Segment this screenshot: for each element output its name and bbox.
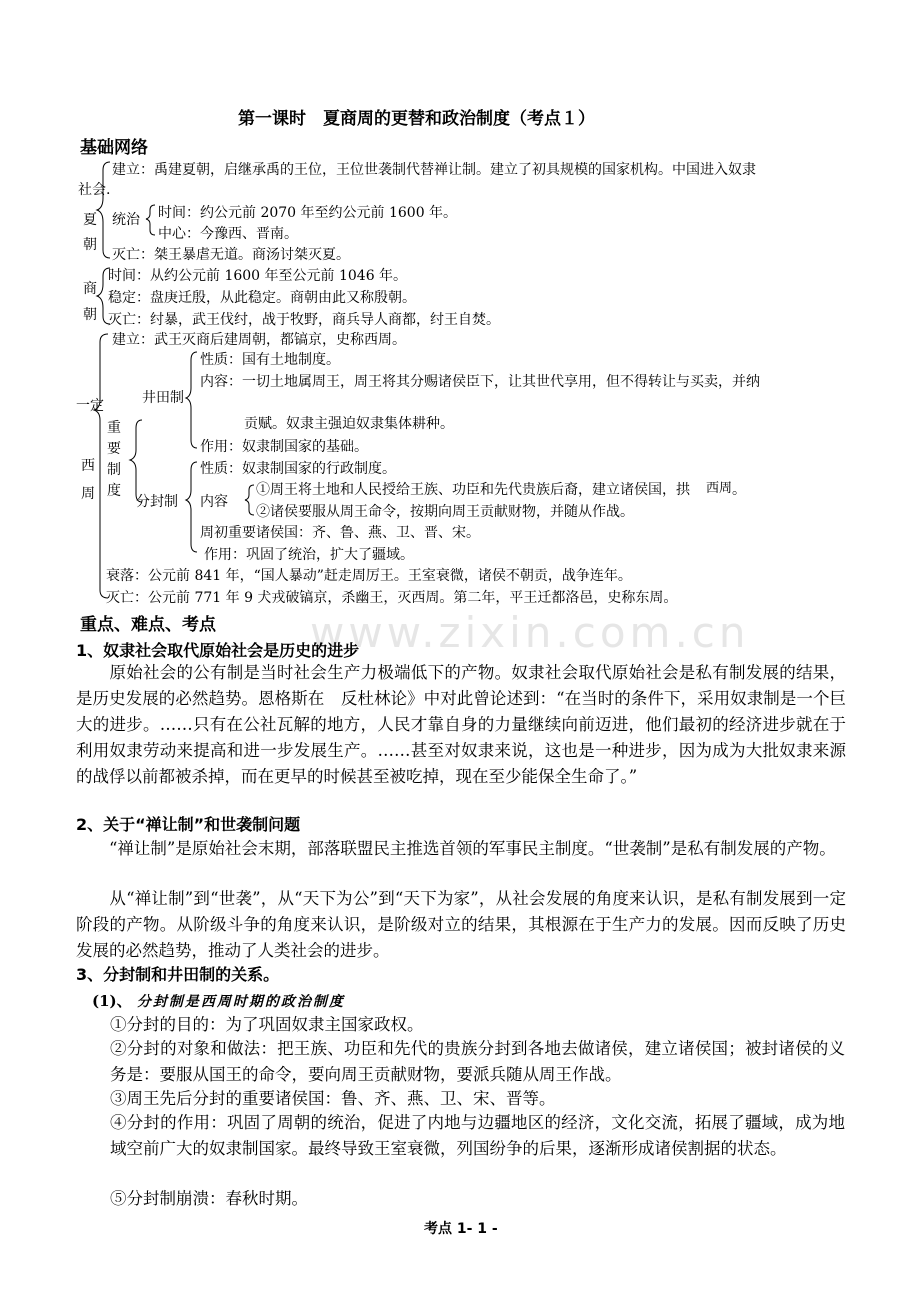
fenfeng-nature: 性质：奴隶制国家的行政制度。 (200, 461, 396, 477)
systems-bracket (130, 420, 142, 502)
shang-time: 时间：从约公元前 1600 年至公元前 1046 年。 (108, 268, 408, 284)
fenfeng-content-bracket (245, 485, 254, 515)
zhou-decline: 衰落：公元前 841 年，“国人暴动”赶走周厉王。王室衰微，诸侯不朝贡，战争连年。 (106, 568, 632, 584)
fenfeng-bracket (186, 462, 197, 552)
xia-founding-cont: 社会. (78, 182, 111, 198)
shang-fall: 灭亡：纣暴，武王伐纣，战于牧野，商兵导人商都，纣王自焚。 (108, 312, 500, 328)
fenfeng-item-1-text: ①周王将土地和人民授给王族、功臣和先代贵族后裔，建立诸侯国，拱 (256, 482, 690, 498)
zhou-fall: 灭亡：公元前 771 年 9 犬戎破镐京，杀幽王，灭西周。第二年，平王迁都洛邑，史称东周。 (106, 590, 678, 606)
zhou-founding: 建立：武王灭商后建周朝，都镐京，史称西周。 (112, 332, 406, 348)
xia-founding: 建立：禹建夏朝，启继承禹的王位，王位世袭制代替禅让制。建立了初具规模的国家机构。中国进入奴隶 (112, 162, 756, 178)
section-3-sub-title: 分封制是西周时期的政治制度 (136, 994, 345, 1010)
section-3-sub-number: (1)、 (92, 992, 132, 1010)
page-title: 第一课时 夏商周的更替和政治制度（考点１） (238, 109, 595, 129)
jingtian-role: 作用：奴隶制国家的基础。 (200, 439, 368, 455)
key-heading: 重点、难点、考点 (80, 615, 216, 635)
shang-label: 商朝 (83, 281, 97, 323)
jingtian-content: 内容：一切土地属周王，周王将其分赐诸侯臣下，让其世代享用，但不得转让与买卖，并纳 (200, 374, 760, 390)
fenfeng-item-1-end: 。 (732, 482, 747, 498)
section-3-item-2: ②分封的对象和做法：把王族、功臣和先代的贵族分封到各地去做诸侯，建立诸侯国；被封诸侯的义务是：要服从国王的命令，要向周王贡献财物，要派兵随从周王作战。 (110, 1039, 845, 1084)
xia-label: 夏朝 (83, 212, 97, 253)
jingtian-label: 井田制 (142, 390, 184, 406)
xia-center: 中心：今豫西、晋南。 (158, 226, 298, 242)
section-3-item-1: ①分封的目的：为了巩固奴隶主国家政权。 (110, 1015, 424, 1034)
section-1-heading: 1、奴隶社会取代原始社会是历史的进步 (76, 641, 360, 660)
zhou-side-label: 一定 (76, 398, 104, 414)
fenfeng-states: 周初重要诸侯国：齐、鲁、燕、卫、晋、宋。 (200, 525, 480, 541)
fenfeng-content-label: 内容 (200, 494, 228, 510)
zhou-label: 西周 (81, 458, 95, 502)
shang-stable: 稳定：盘庚迁殷，从此稳定。商朝由此又称殷朝。 (108, 290, 416, 306)
jingtian-bracket (186, 352, 197, 448)
xia-bracket (97, 162, 110, 258)
section-1-text: 原始社会的公有制是当时社会生产力极端低下的产物。奴隶社会取代原始社会是私有制发展的结果，是历史发展的必然趋势。恩格斯在 反杜林论》中对此曾论述到：“在当时的条件下，采用奴隶制是一个巨大的进步。……只有在公社瓦解的地方，人民才靠自身的力量继续向前迈进，他们最初的经济进步就在于利用奴隶劳动来提高和进一步发展生产。……甚至对奴隶来说，这也是一种进步，因为成为大批奴隶来源的战俘以前都被杀掉，而在更早的时候甚至被吃掉，现在至少能保全生命了。” (76, 663, 846, 786)
systems-label: 重要制度 (107, 420, 121, 499)
fenfeng-role: 作用：巩固了统治，扩大了疆域。 (204, 547, 414, 563)
fenfeng-item-1 (256, 480, 746, 501)
watermark: www.zixin.com.cn (310, 608, 750, 657)
section-3-item-3: ③周王先后分封的重要诸侯国：鲁、齐、燕、卫、宋、晋等。 (110, 1089, 556, 1108)
fenfeng-item-1-tail: 西周 (706, 481, 733, 496)
section-2-heading: 2、关于“禅让制”和世袭制问题 (76, 815, 301, 834)
jingtian-content-cont: 贡赋。奴隶主强迫奴隶集体耕种。 (244, 416, 454, 432)
network-heading: 基础网络 (80, 138, 148, 158)
section-3-item-5: ⑤分封制崩溃：春秋时期。 (110, 1189, 308, 1208)
section-2-text-2: 从“禅让制”到“世袭”，从“天下为公”到“天下为家”，从社会发展的角度来认识，是私有制发展到一定阶段的产物。从阶级斗争的角度来认识，是阶级对立的结果，其根源在于生产力的发展。因而反映了历史发展的必然趋势，推动了人类社会的进步。 (76, 889, 846, 960)
xia-time: 时间：约公元前 2070 年至约公元前 1600 年。 (158, 205, 458, 221)
section-3-item-4: ④分封的作用：巩固了周朝的统治，促进了内地与边疆地区的经济，文化交流，拓展了疆域，成为地域空前广大的奴隶制国家。最终导致王室衰微，列国纷争的后果，逐渐形成诸侯割据的状态。 (110, 1113, 845, 1158)
fenfeng-item-2: ②诸侯要服从周王命令，按期向周王贡献财物，并随从作战。 (256, 504, 634, 520)
fenfeng-label: 分封制 (136, 494, 178, 510)
section-3-sub (92, 990, 345, 1011)
section-2-text-1: “禅让制”是原始社会末期，部落联盟民主推选首领的军事民主制度。“世袭制”是私有制发展的产物。 (76, 839, 836, 858)
page-footer: 考点 1- 1 - (424, 1221, 498, 1237)
xia-rule-label: 统治 (112, 212, 140, 228)
section-3-heading: 3、分封制和井田制的关系。 (76, 965, 280, 984)
jingtian-nature: 性质：国有土地制度。 (200, 352, 340, 368)
xia-fall: 灭亡：桀王暴虐无道。商汤讨桀灭夏。 (112, 247, 350, 263)
xia-rule-bracket (146, 205, 155, 235)
